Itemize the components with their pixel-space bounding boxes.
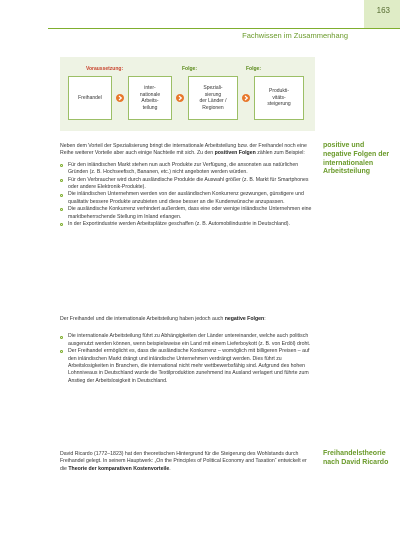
list-item: Die ausländische Konkurrenz verhindert außerdem, dass eine oder wenige inländische Unternehmen eine marktbeherrschende Stellung im Inland erlangen.	[60, 206, 312, 221]
list-item: Für den inländischen Markt stehen nun auch Produkte zur Verfügung, die ansonsten aus natürlichen Gründen (z. B. Hochseefisch, Bananen, etc.) nicht angeboten werden würden.	[60, 162, 312, 177]
page-number: 163	[376, 6, 390, 15]
flow-diagram	[60, 57, 315, 131]
list-item: Für den Verbraucher wird durch ausländische Produkte die Auswahl größer (z. B. Markt für Smartphones oder andere Elektronik-Produkte).	[60, 177, 312, 192]
running-header: Fachwissen im Zusammenhang	[242, 31, 348, 40]
negative-list	[60, 333, 312, 385]
positive-list	[60, 162, 312, 229]
margin-note-consequences: positive und negative Folgen der internationalen Arbeitsteilung	[323, 142, 390, 176]
section-ricardo	[60, 451, 312, 473]
diagram-box-division-of-labour: inter- nationale Arbeits- teilung	[128, 76, 172, 120]
margin-note-ricardo: Freihandelstheorie nach David Ricardo	[323, 450, 389, 466]
arrow-right-icon	[116, 94, 124, 102]
diagram-box-productivity: Produkti- vitäts- steigerung	[254, 76, 304, 120]
section-positive-consequences	[60, 143, 312, 228]
list-item: Die internationale Arbeitsteilung führt zu Abhängigkeiten der Länder untereinander, welche auch politisch ausgenutzt werden können, wenn beispielsweise ein Land mit einem Lieferboykott (z. B. von Erdöl) droht.	[60, 333, 312, 348]
list-item: In der Exportindustrie werden Arbeitsplätze geschaffen (z. B. Automobilindustrie in Deutschland).	[60, 221, 312, 228]
diagram-label-consequence-1: Folge:	[182, 66, 197, 72]
arrow-right-icon	[242, 94, 250, 102]
paragraph: Neben dem Vorteil der Spezialisierung bringt die internationale Arbeitsteilung bzw. der Freihandel noch eine Reihe weiterer Vorteile aber auch einige Nachteile mit sich. Zu den positiven Folgen zählen zum Beispiel:	[60, 143, 307, 157]
list-item: Der Freihandel ermöglicht es, dass die ausländische Konkurrenz – womöglich mit billigeren Preisen – auf den inländischen Markt drängt und inländische Unternehmen verdrängt werden. Dies führt zu Arbeitslosigkeiten in Branchen, die international nicht mehr wettbewerbsfähig sind. Aufgrund des hohen Lohnniveaus in Deutschland wurde die Textilproduktion zunehmend ins Ausland verlagert und führte zum Anstieg der Arbeitslosigkeit in Deutschland.	[60, 348, 312, 385]
paragraph: David Ricardo (1772–1823) hat den theoretischen Hintergrund für die Steigerung des Wohlstands durch Freihandel gelegt. In seinem Hauptwerk: „On the Principles of Political Economy and Taxation“ entwickelt er die Theorie der komparativen Kostenvorteile.	[60, 451, 307, 472]
diagram-box-free-trade: Freihandel	[68, 76, 112, 120]
list-item: Die inländischen Unternehmen werden von der ausländischen Konkurrenz gezwungen, günstigere und qualitativ bessere Produkte anzubieten und diese besser an die Kundenwünsche anzupassen.	[60, 191, 312, 206]
diagram-box-specialisation: Speziali- sierung der Länder / Regionen	[188, 76, 238, 120]
section-negative-consequences	[60, 316, 312, 385]
paragraph: Der Freihandel und die internationale Arbeitsteilung haben jedoch auch negative Folgen:	[60, 316, 266, 322]
diagram-label-consequence-2: Folge:	[246, 66, 261, 72]
diagram-label-prerequisite: Voraussetzung:	[86, 66, 124, 72]
arrow-right-icon	[176, 94, 184, 102]
header-rule	[48, 28, 400, 29]
